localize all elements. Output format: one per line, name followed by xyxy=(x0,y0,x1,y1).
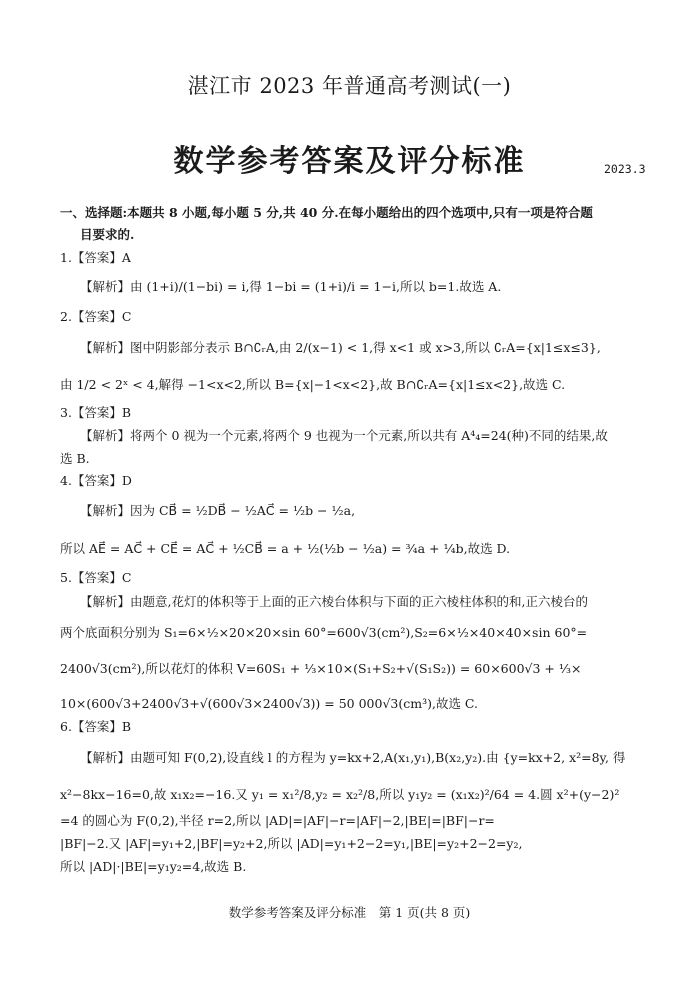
answer-4: 4.【答案】D xyxy=(60,473,132,488)
analysis-5-line1: 【解析】由题意,花灯的体积等于上面的正六棱台体积与下面的正六棱柱体积的和,正六棱台的 xyxy=(80,594,588,609)
analysis-2-line1: 【解析】图中阴影部分表示 B∩∁ᵣA,由 2/(x−1) < 1,得 x<1 或 x>3,所以 ∁ᵣA={x|1≤x≤3}, xyxy=(80,340,601,355)
analysis-4-line1: 【解析】因为 CB⃗ = ½DB⃗ − ½AC⃗ = ½b − ½a, xyxy=(80,503,356,518)
analysis-2-line2: 由 1/2 < 2ˣ < 4,解得 −1<x<2,所以 B={x|−1<x<2},故 B∩∁ᵣA={x|1≤x<2},故选 C. xyxy=(60,377,566,392)
analysis-5-line3: 2400√3(cm²),所以花灯的体积 V=60S₁ + ⅓×10×(S₁+S₂+√(S₁S₂)) = 60×600√3 + ⅓× xyxy=(60,661,582,676)
analysis-3-line2: 选 B. xyxy=(60,451,90,466)
analysis-6-line5: 所以 |AD|·|BE|=y₁y₂=4,故选 B. xyxy=(60,859,247,874)
answer-2: 2.【答案】C xyxy=(60,309,132,324)
answer-5: 5.【答案】C xyxy=(60,570,132,585)
analysis-4-line2: 所以 AE⃗ = AC⃗ + CE⃗ = AC⃗ + ½CB⃗ = a + ½(½b − ½a) = ¾a + ¼b,故选 D. xyxy=(60,541,511,556)
answer-3: 3.【答案】B xyxy=(60,405,132,420)
section-heading-line1: 一、选择题:本题共 8 小题,每小题 5 分,共 40 分.在每小题给出的四个选项中,只有一项是符合题 xyxy=(60,205,593,220)
section-heading-line2: 目要求的. xyxy=(80,227,135,242)
analysis-6-line1: 【解析】由题可知 F(0,2),设直线 l 的方程为 y=kx+2,A(x₁,y₁),B(x₂,y₂).由 {y=kx+2, x²=8y, 得 xyxy=(80,750,626,765)
answer-6: 6.【答案】B xyxy=(60,719,132,734)
doc-title: 湛江市 2023 年普通高考测试(一) xyxy=(187,74,512,98)
analysis-5-line2: 两个底面积分别为 S₁=6×½×20×20×sin 60°=600√3(cm²),S₂=6×½×40×40×sin 60°= xyxy=(60,625,588,640)
analysis-1-line1: 【解析】由 (1+i)/(1−bi) = i,得 1−bi = (1+i)/i = 1−i,所以 b=1.故选 A. xyxy=(80,279,502,294)
doc-subtitle: 数学参考答案及评分标准 xyxy=(173,144,526,179)
analysis-6-line3: =4 的圆心为 F(0,2),半径 r=2,所以 |AD|=|AF|−r=|AF|−2,|BE|=|BF|−r= xyxy=(60,813,495,828)
analysis-3-line1: 【解析】将两个 0 视为一个元素,将两个 9 也视为一个元素,所以共有 A⁴₄=24(种)不同的结果,故 xyxy=(80,428,608,443)
doc-date: 2023.3 xyxy=(604,162,646,176)
answer-1: 1.【答案】A xyxy=(60,250,131,265)
page-footer: 数学参考答案及评分标准 第 1 页(共 8 页) xyxy=(228,905,471,920)
analysis-5-line4: 10×(600√3+2400√3+√(600√3×2400√3)) = 50 000√3(cm³),故选 C. xyxy=(60,696,479,711)
analysis-6-line4: |BF|−2.又 |AF|=y₁+2,|BF|=y₂+2,所以 |AD|=y₁+2−2=y₁,|BE|=y₂+2−2=y₂, xyxy=(60,836,523,851)
analysis-6-line2: x²−8kx−16=0,故 x₁x₂=−16.又 y₁ = x₁²/8,y₂ = x₂²/8,所以 y₁y₂ = (x₁x₂)²/64 = 4.圆 x²+(y−2)² xyxy=(60,787,620,802)
